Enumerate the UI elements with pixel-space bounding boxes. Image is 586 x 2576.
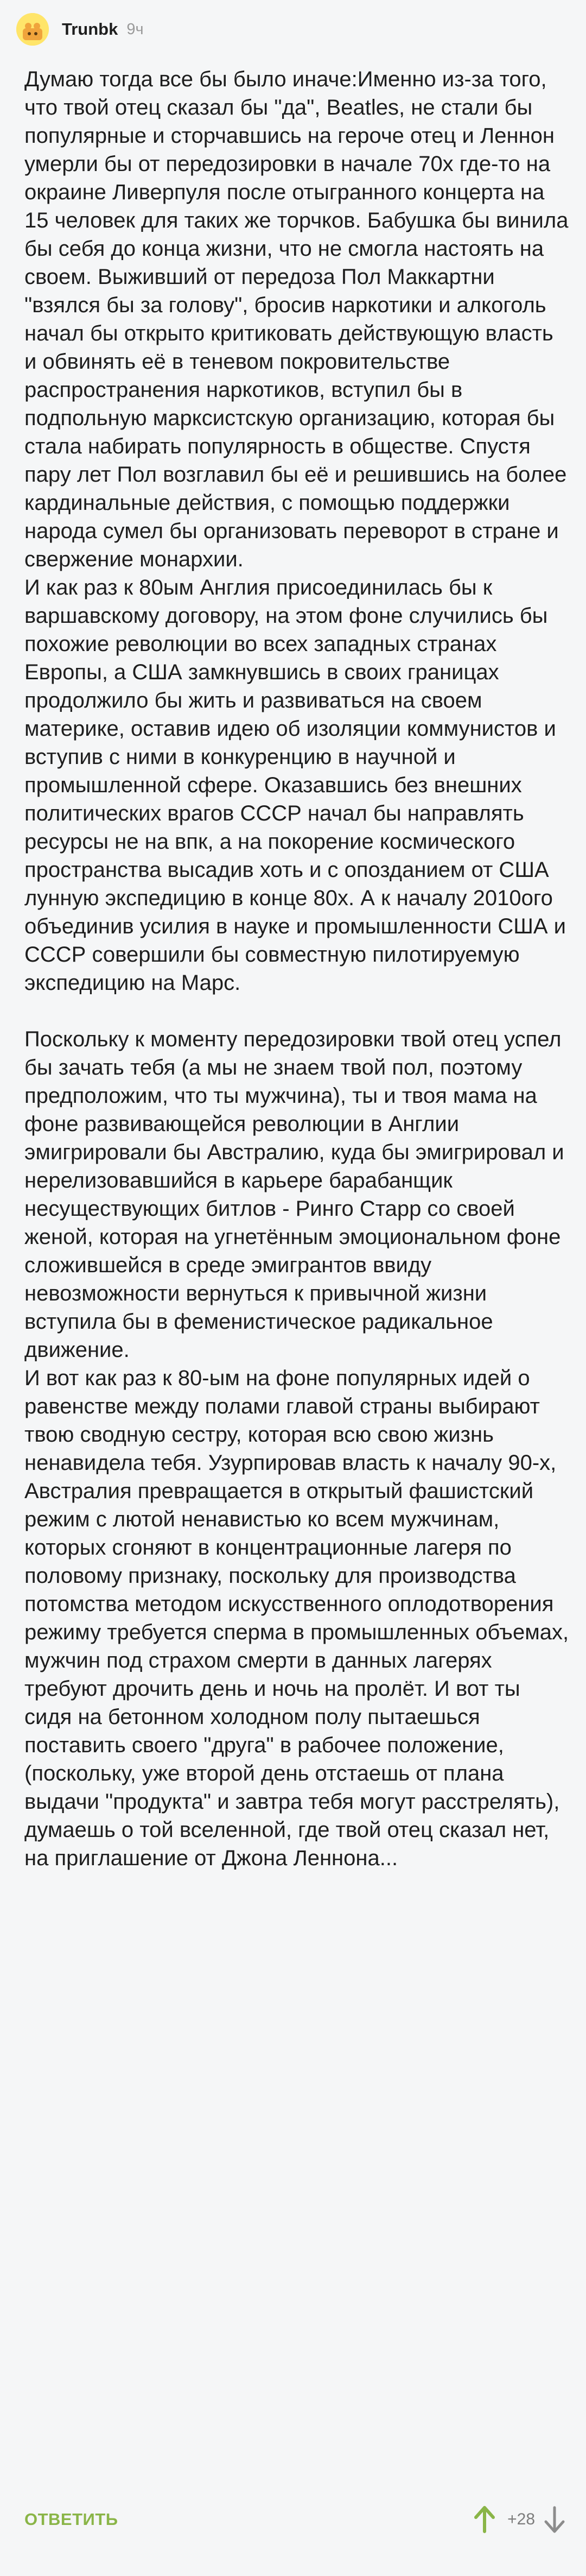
- avatar-image: [16, 13, 49, 46]
- comment-paragraph: Поскольку к моменту передозировки твой отец успел бы зачать тебя (а мы не знаем твой пол, поэтому предположим, что ты мужчина), ты и твоя мама на фоне развивающейся революции в Англии эмигрировали бы Австралию, куда бы эмигрировал и нерелизовавшийся в карьере барабанщик несуществующих битлов - Ринго Старр со своей женой, которая на угнетённым эмоциональном фоне сложившейся в среде эмигрантов ввиду невозможности вернуться к привычной жизни вступила бы в феменистическое радикальное движение. И вот как раз к 80-ым на фоне популярных идей о равенстве между полами главой страны выбирают твою сводную сестру, которая всю свою жизнь ненавидела тебя. Узурпировав власть к началу 90-х, Австралия превращается в открытый фашистский режим с лютой ненавистью ко всем мужчинам, которых сгоняют в концентрационные лагеря по половому признаку, поскольку для производства потомства методом искусственного оплодотворения режиму требуется сперма в промышленных объемах, мужчин под страхом смерти в данных лагерях требуют дрочить день и ночь на пролёт. И вот ты сидя на бетонном холодном полу пытаешься поставить своего "друга" в рабочее положение, (поскольку, уже второй день отстаешь от плана выдачи "продукта" и завтра тебя могут расстрелять), думаешь о той вселенной, где твой отец сказал нет, на приглашение от Джона Леннона...: [24, 1027, 569, 1870]
- comment-time: 9ч: [126, 20, 144, 38]
- arrow-down-icon[interactable]: [544, 2505, 565, 2534]
- arrow-up-icon[interactable]: [474, 2505, 495, 2534]
- comment-paragraph: Думаю тогда все бы было иначе:Именно из-за того, что твой отец сказал бы "да", Beatles, не стали бы популярные и сторчавшись на героче отец и Леннон умерли бы от передозировки в начале 70х где-то на окраине Ливерпуля после отыгранного концерта на 15 человек для таких же торчков. Бабушка бы винила бы себя до конца жизни, что не смогла настоять на своем. Выживший от передоза Пол Маккартни "взялся бы за голову", бросив наркотики и алкоголь начал бы открыто критиковать действующую власть и обвинять её в теневом покровительстве распространения наркотиков, вступил бы в подпольную марксистскую организацию, которая бы стала набирать популярность в обществе. Спустя пару лет Пол возглавил бы её и решившись на более кардинальные действия, с помощью поддержки народа сумел бы организовать переворот в стране и свержение монархии. И как раз к 80ым Англия присоединилась бы к варшавскому договору, на этом фоне случились бы похожие революции во всех западных странах Европы, а США замкнувшись в своих границах продолжило бы жить и развиваться на своем материке, оставив идею об изоляции коммунистов и вступив с ними в конкуренцию в научной и промышленной сфере. Оказавшись без внешних политических врагов СССР начал бы направлять ресурсы не на впк, а на покорение космического пространства высадив хоть и с опозданием от США лунную экспедицию в конце 80х. А к началу 2010ого объединив усилия в науке и промышленности США и СССР совершили бы совместную пилотируемую экспедицию на Марс.: [24, 67, 569, 995]
- comment-body: [24, 65, 570, 1872]
- rating-value: +28: [507, 2510, 535, 2528]
- author-name[interactable]: Trunbk: [62, 20, 118, 39]
- avatar[interactable]: [16, 13, 49, 46]
- comment-header: [0, 0, 586, 59]
- comment-footer: [0, 2498, 586, 2541]
- reply-button[interactable]: ОТВЕТИТЬ: [24, 2510, 118, 2529]
- rating-controls: [474, 2505, 565, 2534]
